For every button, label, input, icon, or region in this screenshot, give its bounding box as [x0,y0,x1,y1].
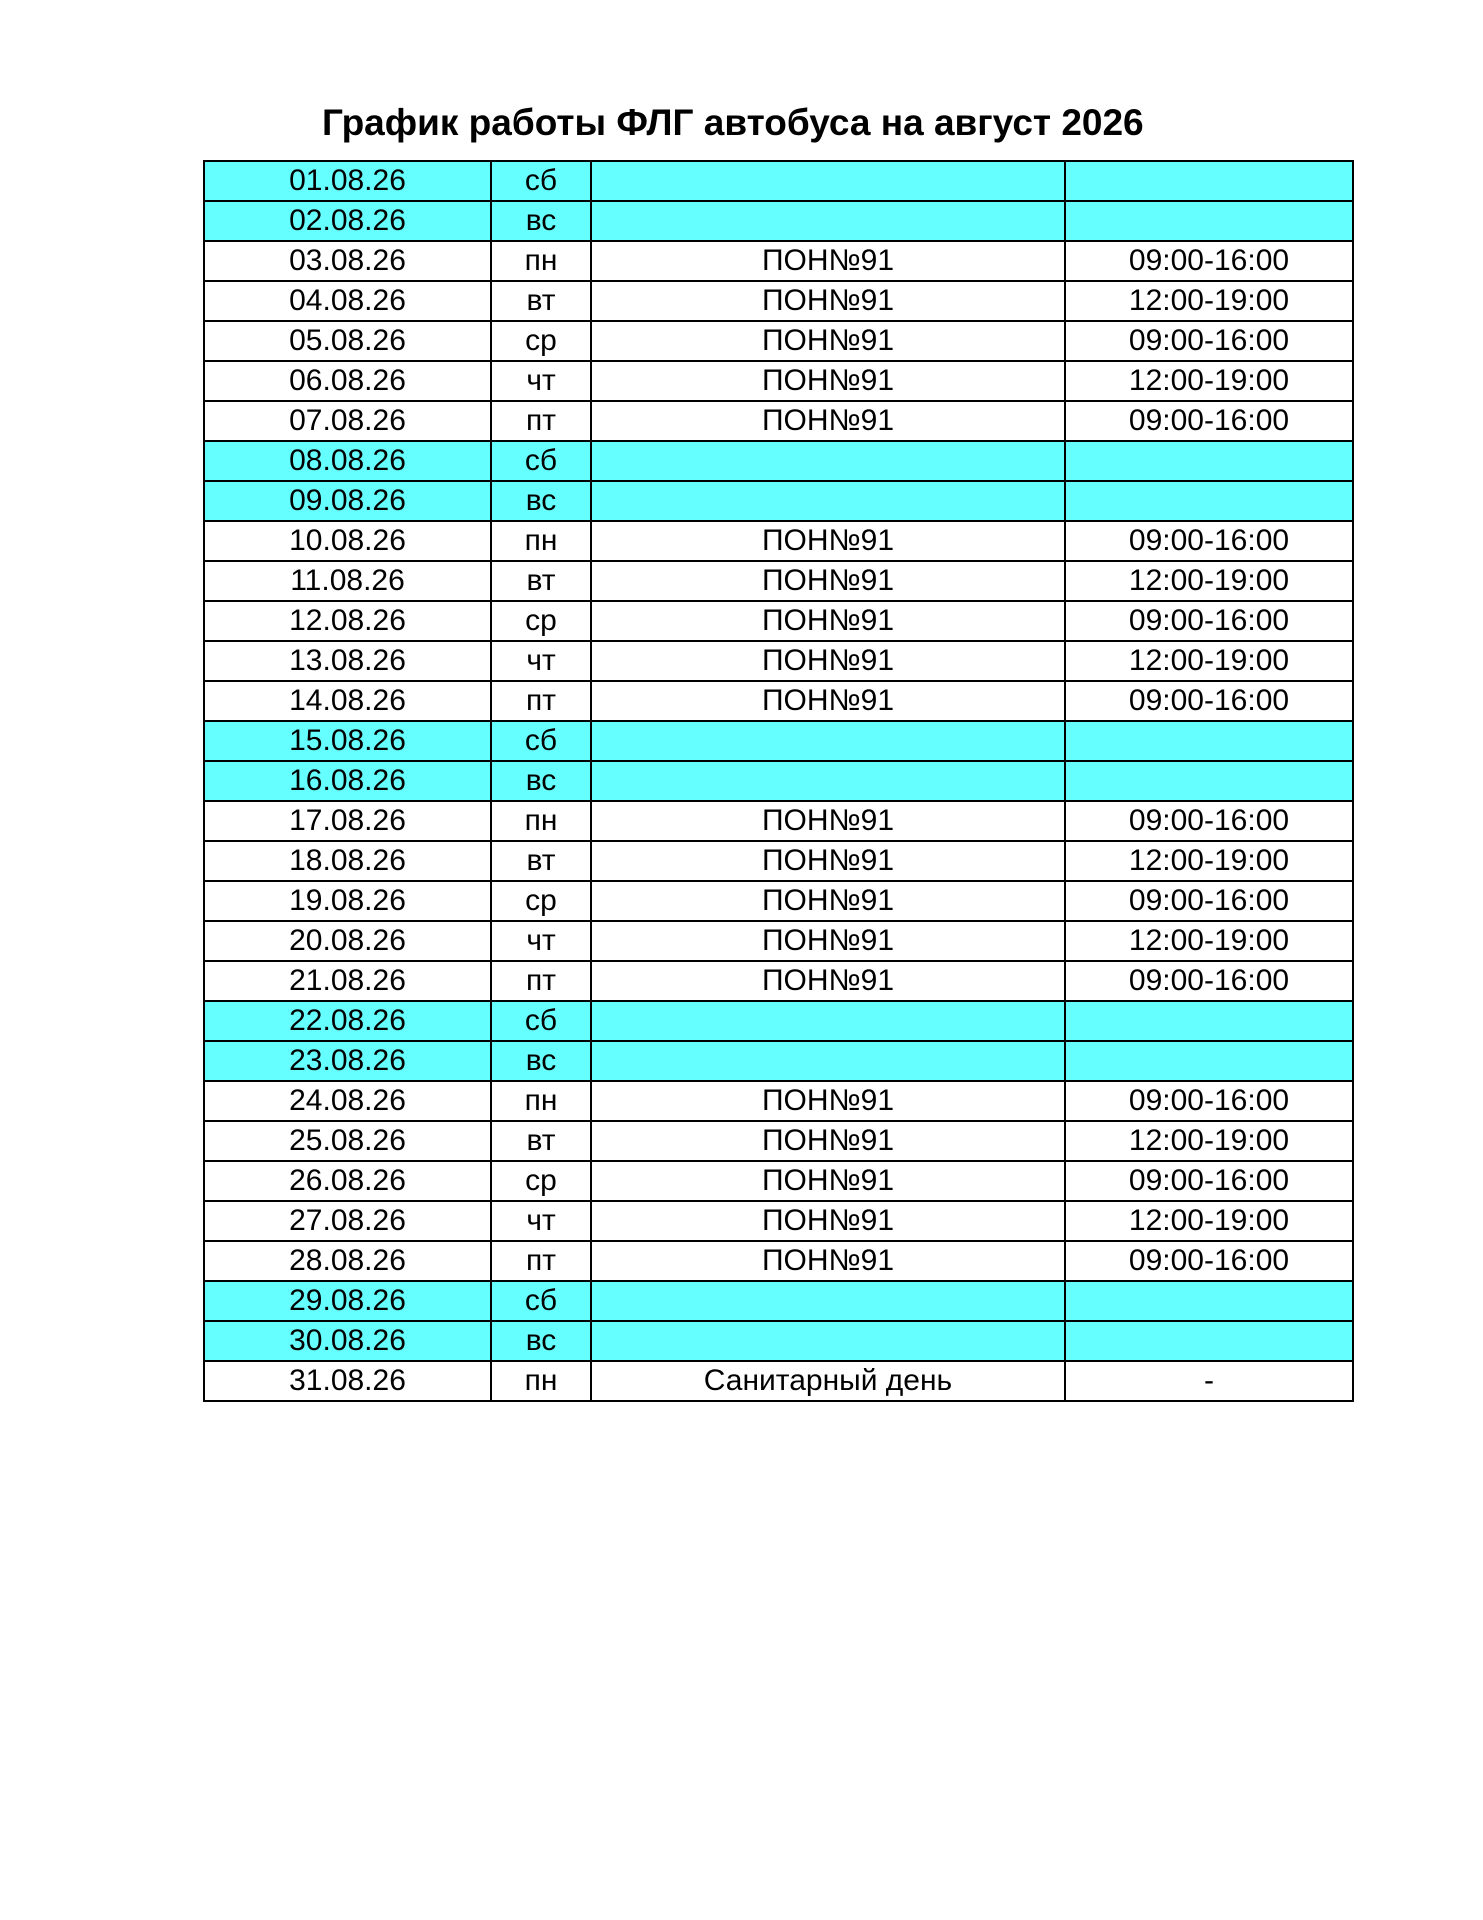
weekday-cell: вт [491,281,591,321]
hours-cell [1065,761,1353,801]
date-cell: 18.08.26 [204,841,491,881]
date-cell: 15.08.26 [204,721,491,761]
hours-cell: 12:00-19:00 [1065,281,1353,321]
weekday-cell: пт [491,1241,591,1281]
location-cell: ПОН№91 [591,961,1065,1001]
date-cell: 07.08.26 [204,401,491,441]
location-cell [591,1321,1065,1361]
weekday-cell: сб [491,161,591,201]
date-cell: 06.08.26 [204,361,491,401]
weekday-cell: вт [491,1121,591,1161]
location-cell: Санитарный день [591,1361,1065,1401]
hours-cell: - [1065,1361,1353,1401]
weekday-cell: сб [491,441,591,481]
table-row [204,321,1353,361]
hours-cell: 12:00-19:00 [1065,921,1353,961]
hours-cell: 09:00-16:00 [1065,321,1353,361]
location-cell [591,1001,1065,1041]
date-cell: 14.08.26 [204,681,491,721]
location-cell: ПОН№91 [591,881,1065,921]
hours-cell [1065,1281,1353,1321]
location-cell [591,1281,1065,1321]
table-row [204,1161,1353,1201]
hours-cell: 09:00-16:00 [1065,521,1353,561]
table-row-weekend [204,481,1353,521]
location-cell [591,721,1065,761]
weekday-cell: сб [491,1281,591,1321]
table-row [204,281,1353,321]
location-cell: ПОН№91 [591,1121,1065,1161]
date-cell: 19.08.26 [204,881,491,921]
weekday-cell: вт [491,561,591,601]
table-row-weekend [204,1041,1353,1081]
location-cell: ПОН№91 [591,841,1065,881]
hours-cell [1065,201,1353,241]
date-cell: 28.08.26 [204,1241,491,1281]
table-row [204,641,1353,681]
table-row [204,921,1353,961]
location-cell [591,161,1065,201]
hours-cell [1065,721,1353,761]
table-row [204,1241,1353,1281]
date-cell: 25.08.26 [204,1121,491,1161]
date-cell: 22.08.26 [204,1001,491,1041]
location-cell: ПОН№91 [591,281,1065,321]
date-cell: 01.08.26 [204,161,491,201]
date-cell: 12.08.26 [204,601,491,641]
date-cell: 17.08.26 [204,801,491,841]
location-cell: ПОН№91 [591,1081,1065,1121]
date-cell: 03.08.26 [204,241,491,281]
weekday-cell: чт [491,641,591,681]
hours-cell: 09:00-16:00 [1065,1241,1353,1281]
table-row [204,241,1353,281]
location-cell: ПОН№91 [591,921,1065,961]
location-cell [591,761,1065,801]
weekday-cell: ср [491,881,591,921]
date-cell: 08.08.26 [204,441,491,481]
table-row [204,521,1353,561]
weekday-cell: пт [491,681,591,721]
weekday-cell: сб [491,1001,591,1041]
hours-cell [1065,161,1353,201]
location-cell: ПОН№91 [591,321,1065,361]
hours-cell: 09:00-16:00 [1065,681,1353,721]
hours-cell: 12:00-19:00 [1065,641,1353,681]
location-cell [591,481,1065,521]
hours-cell: 09:00-16:00 [1065,241,1353,281]
table-row-weekend [204,161,1353,201]
hours-cell: 12:00-19:00 [1065,561,1353,601]
location-cell: ПОН№91 [591,1201,1065,1241]
date-cell: 21.08.26 [204,961,491,1001]
location-cell: ПОН№91 [591,561,1065,601]
table-row [204,361,1353,401]
weekday-cell: чт [491,1201,591,1241]
weekday-cell: чт [491,361,591,401]
weekday-cell: вс [491,761,591,801]
table-row-weekend [204,761,1353,801]
hours-cell [1065,1321,1353,1361]
date-cell: 02.08.26 [204,201,491,241]
date-cell: 27.08.26 [204,1201,491,1241]
hours-cell: 09:00-16:00 [1065,881,1353,921]
table-row [204,681,1353,721]
date-cell: 10.08.26 [204,521,491,561]
date-cell: 05.08.26 [204,321,491,361]
weekday-cell: ср [491,1161,591,1201]
location-cell: ПОН№91 [591,521,1065,561]
date-cell: 30.08.26 [204,1321,491,1361]
location-cell: ПОН№91 [591,1161,1065,1201]
hours-cell: 12:00-19:00 [1065,1121,1353,1161]
table-row [204,601,1353,641]
table-row-weekend [204,721,1353,761]
hours-cell: 09:00-16:00 [1065,601,1353,641]
hours-cell: 09:00-16:00 [1065,401,1353,441]
location-cell [591,441,1065,481]
weekday-cell: пн [491,521,591,561]
date-cell: 20.08.26 [204,921,491,961]
weekday-cell: пн [491,241,591,281]
date-cell: 29.08.26 [204,1281,491,1321]
weekday-cell: вс [491,1321,591,1361]
table-row [204,961,1353,1001]
date-cell: 24.08.26 [204,1081,491,1121]
hours-cell [1065,481,1353,521]
hours-cell: 09:00-16:00 [1065,801,1353,841]
location-cell: ПОН№91 [591,401,1065,441]
location-cell: ПОН№91 [591,681,1065,721]
page-title: График работы ФЛГ автобуса на август 2026 [322,102,1144,143]
date-cell: 04.08.26 [204,281,491,321]
hours-cell [1065,1001,1353,1041]
table-row [204,881,1353,921]
table-row [204,561,1353,601]
weekday-cell: вс [491,1041,591,1081]
weekday-cell: вс [491,201,591,241]
weekday-cell: пт [491,961,591,1001]
weekday-cell: ср [491,321,591,361]
location-cell [591,201,1065,241]
date-cell: 09.08.26 [204,481,491,521]
weekday-cell: ср [491,601,591,641]
location-cell: ПОН№91 [591,361,1065,401]
hours-cell: 09:00-16:00 [1065,961,1353,1001]
hours-cell: 12:00-19:00 [1065,361,1353,401]
weekday-cell: чт [491,921,591,961]
hours-cell: 12:00-19:00 [1065,1201,1353,1241]
location-cell: ПОН№91 [591,801,1065,841]
schedule-body [204,161,1353,1401]
hours-cell: 12:00-19:00 [1065,841,1353,881]
table-row [204,841,1353,881]
table-row [204,401,1353,441]
weekday-cell: сб [491,721,591,761]
table-row-weekend [204,1281,1353,1321]
weekday-cell: вт [491,841,591,881]
date-cell: 16.08.26 [204,761,491,801]
table-row [204,1361,1353,1401]
schedule-table [203,160,1354,1402]
table-row [204,1201,1353,1241]
location-cell [591,1041,1065,1081]
location-cell: ПОН№91 [591,601,1065,641]
table-row [204,1081,1353,1121]
location-cell: ПОН№91 [591,641,1065,681]
hours-cell: 09:00-16:00 [1065,1081,1353,1121]
table-row-weekend [204,1321,1353,1361]
table-row [204,1121,1353,1161]
table-row [204,801,1353,841]
weekday-cell: вс [491,481,591,521]
weekday-cell: пн [491,801,591,841]
table-row-weekend [204,1001,1353,1041]
date-cell: 23.08.26 [204,1041,491,1081]
weekday-cell: пн [491,1081,591,1121]
table-row-weekend [204,201,1353,241]
table-row-weekend [204,441,1353,481]
date-cell: 11.08.26 [204,561,491,601]
date-cell: 13.08.26 [204,641,491,681]
location-cell: ПОН№91 [591,241,1065,281]
date-cell: 31.08.26 [204,1361,491,1401]
weekday-cell: пт [491,401,591,441]
date-cell: 26.08.26 [204,1161,491,1201]
weekday-cell: пн [491,1361,591,1401]
location-cell: ПОН№91 [591,1241,1065,1281]
hours-cell [1065,1041,1353,1081]
hours-cell: 09:00-16:00 [1065,1161,1353,1201]
hours-cell [1065,441,1353,481]
